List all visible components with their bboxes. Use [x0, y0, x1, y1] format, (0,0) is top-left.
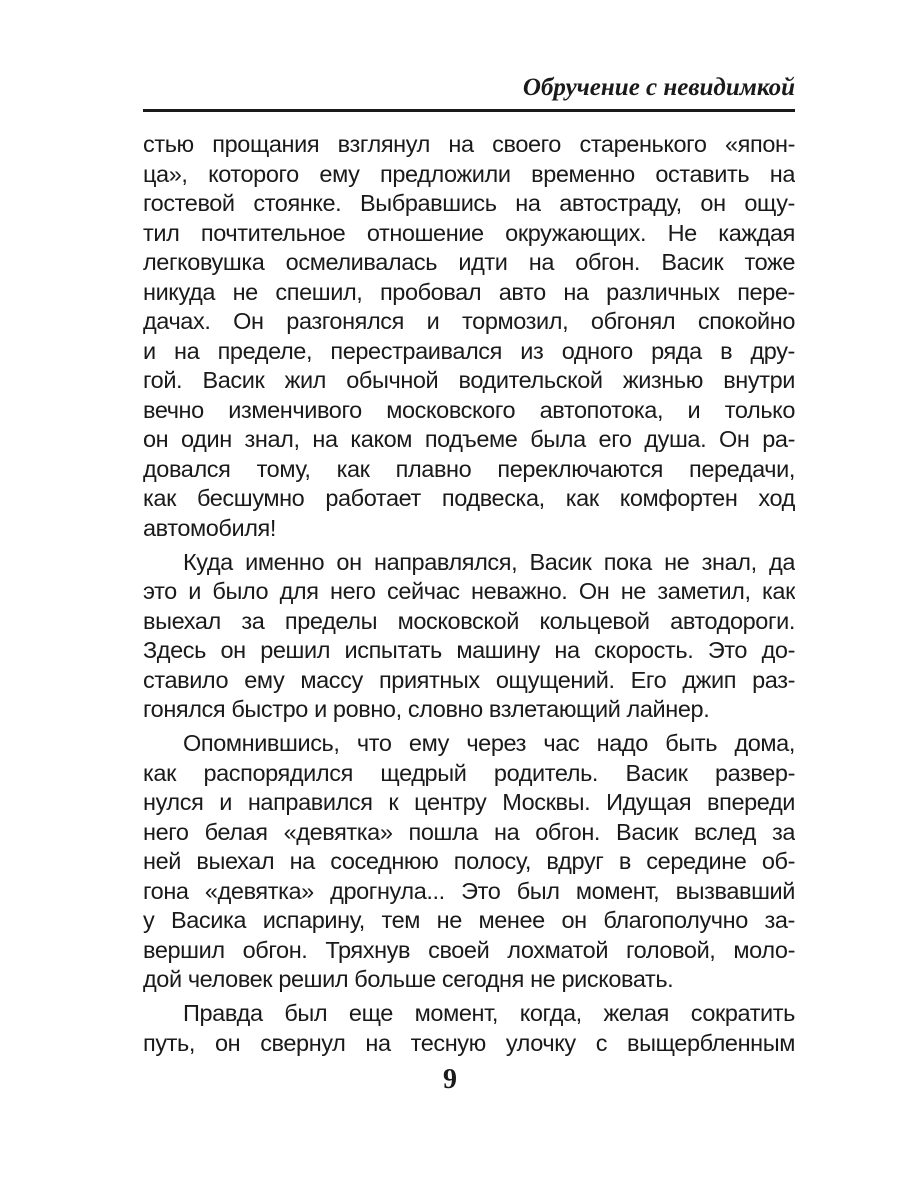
text-line: гостевой стоянке. Выбравшись на автостраду, он ощу-: [143, 190, 795, 216]
text-line: вершил обгон. Тряхнув своей лохматой головой, моло-: [143, 936, 795, 963]
text-line: автомобиля!: [143, 514, 276, 541]
paragraph: [143, 729, 795, 995]
text-line: и на пределе, перестраивался из одного ряда в дру-: [143, 337, 795, 364]
text-line: стью прощания взглянул на своего старенького «япон-: [143, 131, 795, 157]
body-text: [143, 130, 795, 1058]
text-line: нулся и направился к центру Москвы. Идущая впереди: [143, 789, 795, 815]
text-line: него белая «девятка» пошла на обгон. Васик вслед за: [143, 818, 795, 845]
text-line: ца», которого ему предложили временно оставить на: [143, 160, 795, 187]
text-line: как бесшумно работает подвеска, как комфортен ход: [143, 485, 795, 511]
text-line: никуда не спешил, пробовал авто на различных пере-: [143, 278, 795, 305]
text-line: Правда был еще момент, когда, желая сократить: [183, 1000, 795, 1026]
header-rule: [143, 109, 795, 112]
text-line: выехал за пределы московской кольцевой автодороги.: [143, 607, 795, 634]
text-line: он один знал, на каком подъеме была его душа. Он ра-: [143, 426, 795, 452]
text-line: это и было для него сейчас неважно. Он не заметил, как: [143, 578, 795, 604]
text-line: дачах. Он разгонялся и тормозил, обгонял спокойно: [143, 308, 795, 334]
text-line: ней выехал на соседнюю полосу, вдруг в середине об-: [143, 848, 795, 874]
text-line: гона «девятка» дрогнула... Это был момент, вызвавший: [143, 877, 795, 904]
text-line: вечно изменчивого московского автопотока, и только: [143, 396, 795, 423]
text-line: гой. Васик жил обычной водительской жизнью внутри: [143, 367, 795, 393]
text-line: довался тому, как плавно переключаются передачи,: [143, 455, 795, 482]
paragraph: [143, 548, 795, 725]
text-line: гонялся быстро и ровно, словно взлетающий лайнер.: [143, 696, 710, 722]
text-line: легковушка осмеливалась идти на обгон. Васик тоже: [143, 249, 795, 275]
paragraph: [143, 130, 795, 543]
text-line: у Васика испарину, тем не менее он благополучно за-: [143, 907, 795, 933]
page-number: 9: [443, 1064, 457, 1095]
text-line: путь, он свернул на тесную улочку с выщербленным: [143, 1029, 795, 1056]
running-header: Обручение с невидимкой: [522, 74, 795, 101]
text-line: тил почтительное отношение окружающих. Не каждая: [143, 219, 795, 246]
text-line: ставило ему массу приятных ощущений. Его джип раз-: [143, 666, 795, 693]
text-line: Здесь он решил испытать машину на скорость. Это до-: [143, 637, 795, 663]
text-line: как распорядился щедрый родитель. Васик развер-: [143, 759, 795, 786]
text-line: Куда именно он направлялся, Васик пока не знал, да: [183, 548, 795, 575]
text-line: дой человек решил больше сегодня не рисковать.: [143, 966, 674, 992]
text-line: Опомнившись, что ему через час надо быть дома,: [183, 730, 795, 756]
paragraph: [143, 999, 795, 1058]
